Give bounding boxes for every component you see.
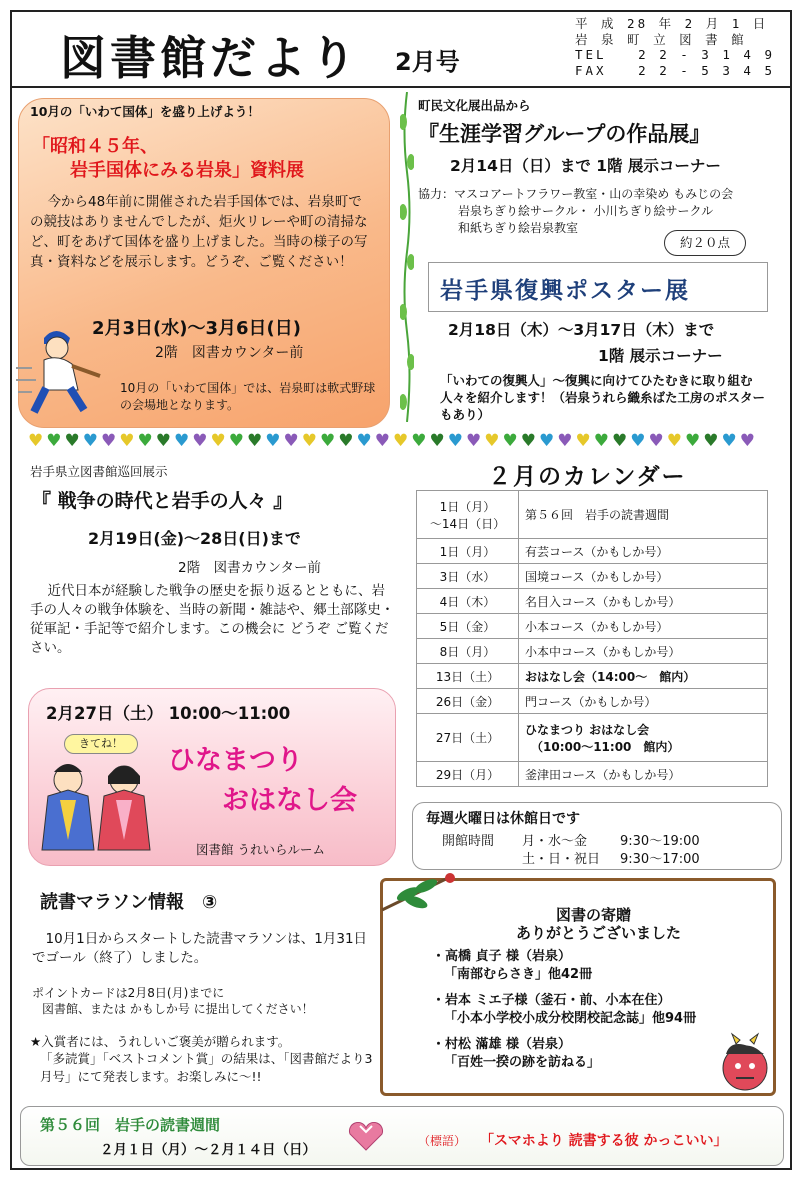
heart-icon: ♥ [101, 431, 117, 451]
calendar-event: 小本コース（かもしか号） [519, 614, 768, 639]
heart-icon: ♥ [82, 431, 98, 451]
calendar-table [416, 490, 768, 787]
heart-icon: ♥ [593, 431, 609, 451]
header-divider [12, 86, 792, 88]
poster-count: 約２０点 [679, 235, 730, 250]
heart-icon: ♥ [557, 431, 573, 451]
heart-gift-icon [346, 1122, 386, 1152]
header-info [575, 16, 785, 78]
heart-icon: ♥ [356, 431, 372, 451]
heart-icon: ♥ [374, 431, 390, 451]
oni-demon-illustration [714, 1030, 776, 1096]
heart-icon: ♥ [265, 431, 281, 451]
kokutai-note: 10月の「いわて国体」では、岩泉町は軟式野球の会場地となります。 [120, 381, 376, 412]
hours-label: 開館時間 [442, 834, 495, 849]
calendar-date: 4日（木） [417, 589, 519, 614]
hina-place: 図書館 うれいらルーム [196, 842, 325, 857]
calendar-date: 3日（水） [417, 564, 519, 589]
heart-icon: ♥ [228, 431, 244, 451]
tel-number: TEL 2 2 - 3 1 4 9 [575, 47, 775, 62]
hina-dolls-illustration [36, 756, 156, 860]
heart-icon: ♥ [174, 431, 190, 451]
coop-line-3: 和紙ちぎり絵岩泉教室 [458, 221, 579, 235]
coop-label: 協力： [418, 187, 455, 201]
heart-icon: ♥ [539, 431, 555, 451]
calendar-row [417, 762, 768, 787]
heart-icon: ♥ [429, 431, 445, 451]
shougai-dates: 2月14日（日）まで 1階 展示コーナー [450, 157, 721, 175]
issue-label: 2月号 [395, 48, 460, 76]
donated-book: 「南部むらさき」他42冊 [444, 967, 593, 982]
shougai-lead: 町民文化展出品から [418, 98, 531, 113]
footer-dates: ２月１日（月）～２月１４日（日） [100, 1142, 316, 1158]
heart-icon: ♥ [393, 431, 409, 451]
calendar-event: 有芸コース（かもしか号） [519, 539, 768, 564]
calendar-row [417, 714, 768, 762]
poster-body: 「いわての復興人」～復興に向けてひたむきに取り組む人々を紹介します！（岩泉うれら織糸ばた工房のポスターもあり） [440, 373, 766, 422]
war-body: 近代日本が経験した戦争の歴史を振り返るとともに、岩手の人々の戦争体験を、当時の新聞・雑誌や、郷土部隊史・従軍記・手記等で紹介します。この機会に どうぞ ご覧ください。 [30, 583, 395, 656]
heart-icon: ♥ [466, 431, 482, 451]
kokutai-title-2 [70, 156, 304, 182]
heart-icon: ♥ [247, 431, 263, 451]
calendar-date: 1日（月） [417, 539, 519, 564]
heart-icon: ♥ [28, 431, 44, 451]
calendar-row [417, 539, 768, 564]
hina-bubble [64, 734, 138, 754]
calendar-row [417, 564, 768, 589]
kokutai-title-1: 「昭和４５年、 [32, 136, 158, 157]
heart-icon: ♥ [739, 431, 755, 451]
war-title: 『 戦争の時代と岩手の人々 』 [32, 490, 293, 512]
donation-title-2: ありがとうございました [516, 924, 682, 942]
calendar-date: 27日（土） [417, 714, 519, 762]
baseball-player-illustration [14, 318, 109, 418]
marathon-body: 10月1日からスタートした読書マラソンは、1月31日でゴール（終了）しました。 [32, 931, 368, 966]
donor-name: ・村松 滿雄 様（岩泉） [432, 1037, 572, 1052]
poster-count-bubble [664, 230, 746, 256]
calendar-event: 小本中コース（かもしか号） [519, 639, 768, 664]
poster-title: 岩手県復興ポスター展 [440, 278, 690, 304]
heart-icon: ♥ [502, 431, 518, 451]
war-dates: 2月19日(金)～28日(日)まで [88, 529, 301, 548]
heart-icon: ♥ [612, 431, 628, 451]
calendar-event: 釜津田コース（かもしか号） [519, 762, 768, 787]
heart-icon: ♥ [301, 431, 317, 451]
heart-icon: ♥ [155, 431, 171, 451]
donor-name: ・高橋 貞子 様（岩泉） [432, 949, 572, 964]
marathon-prize-1: ★入賞者には、うれしいご褒美が贈られます。 [30, 1034, 291, 1049]
weekend-time: 9:30～17:00 [620, 852, 700, 867]
calendar-title: ２月のカレンダー [488, 464, 687, 490]
heart-icon: ♥ [666, 431, 682, 451]
calendar-event: おはなし会（14:00～ 館内） [519, 664, 768, 689]
calendar-date: 1日（月） ～14日（日） [417, 491, 519, 539]
calendar-date: 13日（土） [417, 664, 519, 689]
heart-icon: ♥ [46, 431, 62, 451]
calendar-row [417, 639, 768, 664]
calendar-row [417, 589, 768, 614]
calendar-date: 5日（金） [417, 614, 519, 639]
donated-book: 「小本小学校小成分校閉校記念誌」他94冊 [444, 1011, 697, 1026]
hina-title-1: ひなまつり [168, 745, 303, 776]
calendar-event: 名目入コース（かもしか号） [519, 589, 768, 614]
kokutai-title-2-text: 岩手国体にみる岩泉」資料展 [70, 160, 304, 181]
hina-datetime: 2月27日（土） 10:00～11:00 [46, 704, 291, 723]
calendar-date: 26日（金） [417, 689, 519, 714]
shougai-title: 『生涯学習グループの作品展』 [418, 122, 711, 146]
calendar-event: ひなまつり おはなし会 （10:00～11:00 館内） [519, 714, 768, 762]
kokutai-body: 今から48年前に開催された岩手国体では、岩泉町での競技はありませんでしたが、炬火リレーや町の清掃など、町をあげて国体を盛り上げました。当時の様子の写真・資料などを展示します。どうぞ、ご覧ください！ [30, 194, 368, 270]
coop-line-2: 岩泉ちぎり絵サークル・ 小川ちぎり絵サークル [458, 204, 714, 218]
heart-icon: ♥ [64, 431, 80, 451]
fax-number: FAX 2 2 - 5 3 4 5 [575, 62, 775, 78]
issue-date: 平 成 28 年 2 月 1 日 [575, 16, 769, 31]
calendar-row [417, 491, 768, 539]
newsletter-title: 図書館だより [60, 31, 360, 85]
heart-icon: ♥ [703, 431, 719, 451]
poster-dates: 2月18日（木）～3月17日（木）まで [448, 321, 715, 339]
heart-icon: ♥ [630, 431, 646, 451]
poster-place: 1階 展示コーナー [598, 347, 723, 365]
kokutai-place: 2階 図書カウンター前 [155, 345, 304, 361]
hina-bubble-text: きてね！ [79, 737, 123, 750]
calendar-row [417, 664, 768, 689]
marathon-card-1: ポイントカードは2月8日(月)までに [32, 986, 225, 1000]
footer-title: 第５６回 岩手の読書週間 [40, 1116, 221, 1134]
calendar-date: 8日（月） [417, 639, 519, 664]
pine-branch-illustration [378, 870, 458, 920]
hina-title-2: おはなし会 [222, 785, 357, 816]
heart-icon: ♥ [721, 431, 737, 451]
vine-decoration [400, 92, 414, 422]
hearts-divider [28, 432, 778, 452]
heart-icon: ♥ [520, 431, 536, 451]
heart-icon: ♥ [685, 431, 701, 451]
marathon-prize-2: 「多読賞」「ベストコメント賞」の結果は、「図書館だより3月号」にて発表します。お楽しみに～!! [40, 1051, 373, 1084]
heart-icon: ♥ [411, 431, 427, 451]
heart-icon: ♥ [338, 431, 354, 451]
heart-icon: ♥ [192, 431, 208, 451]
heart-icon: ♥ [137, 431, 153, 451]
calendar-row [417, 689, 768, 714]
calendar-event: 国境コース（かもしか号） [519, 564, 768, 589]
donated-book: 「百姓一揆の跡を訪ねる」 [444, 1055, 601, 1070]
donor-name: ・岩本 ミエ子様（釜石・前、小本在住） [432, 993, 671, 1008]
heart-icon: ♥ [283, 431, 299, 451]
weekend-days: 土・日・祝日 [522, 852, 601, 867]
slogan-label: （標語） [418, 1134, 467, 1148]
calendar-event: 第５６回 岩手の読書週間 [519, 491, 768, 539]
heart-icon: ♥ [484, 431, 500, 451]
heart-icon: ♥ [210, 431, 226, 451]
heart-icon: ♥ [119, 431, 135, 451]
donation-title-1: 図書の寄贈 [556, 906, 632, 924]
war-lead: 岩手県立図書館巡回展示 [30, 464, 168, 479]
calendar-event: 門コース（かもしか号） [519, 689, 768, 714]
heart-icon: ♥ [575, 431, 591, 451]
heart-icon: ♥ [648, 431, 664, 451]
calendar-row [417, 614, 768, 639]
marathon-card-2: 図書館、または かもしか号 に提出してください！ [42, 1002, 314, 1016]
library-name: 岩 泉 町 立 図 書 館 [575, 31, 747, 47]
weekday-time: 9:30～19:00 [620, 834, 700, 849]
kokutai-dates: 2月3日(水)～3月6日(日) [92, 318, 302, 339]
heart-icon: ♥ [447, 431, 463, 451]
kokutai-lead: 10月の「いわて国体」を盛り上げよう！ [30, 104, 260, 119]
closed-day: 毎週火曜日は休館日です [426, 811, 580, 827]
weekday-days: 月・水～金 [522, 834, 588, 849]
marathon-title: 読書マラソン情報 ③ [40, 892, 218, 913]
calendar-date: 29日（月） [417, 762, 519, 787]
slogan-text: 「スマホより 読書する彼 かっこいい」 [480, 1133, 728, 1149]
heart-icon: ♥ [320, 431, 336, 451]
coop-line-1: マスコアートフラワー教室・山の幸染め もみじの会 [454, 187, 734, 201]
war-place: 2階 図書カウンター前 [178, 560, 322, 576]
